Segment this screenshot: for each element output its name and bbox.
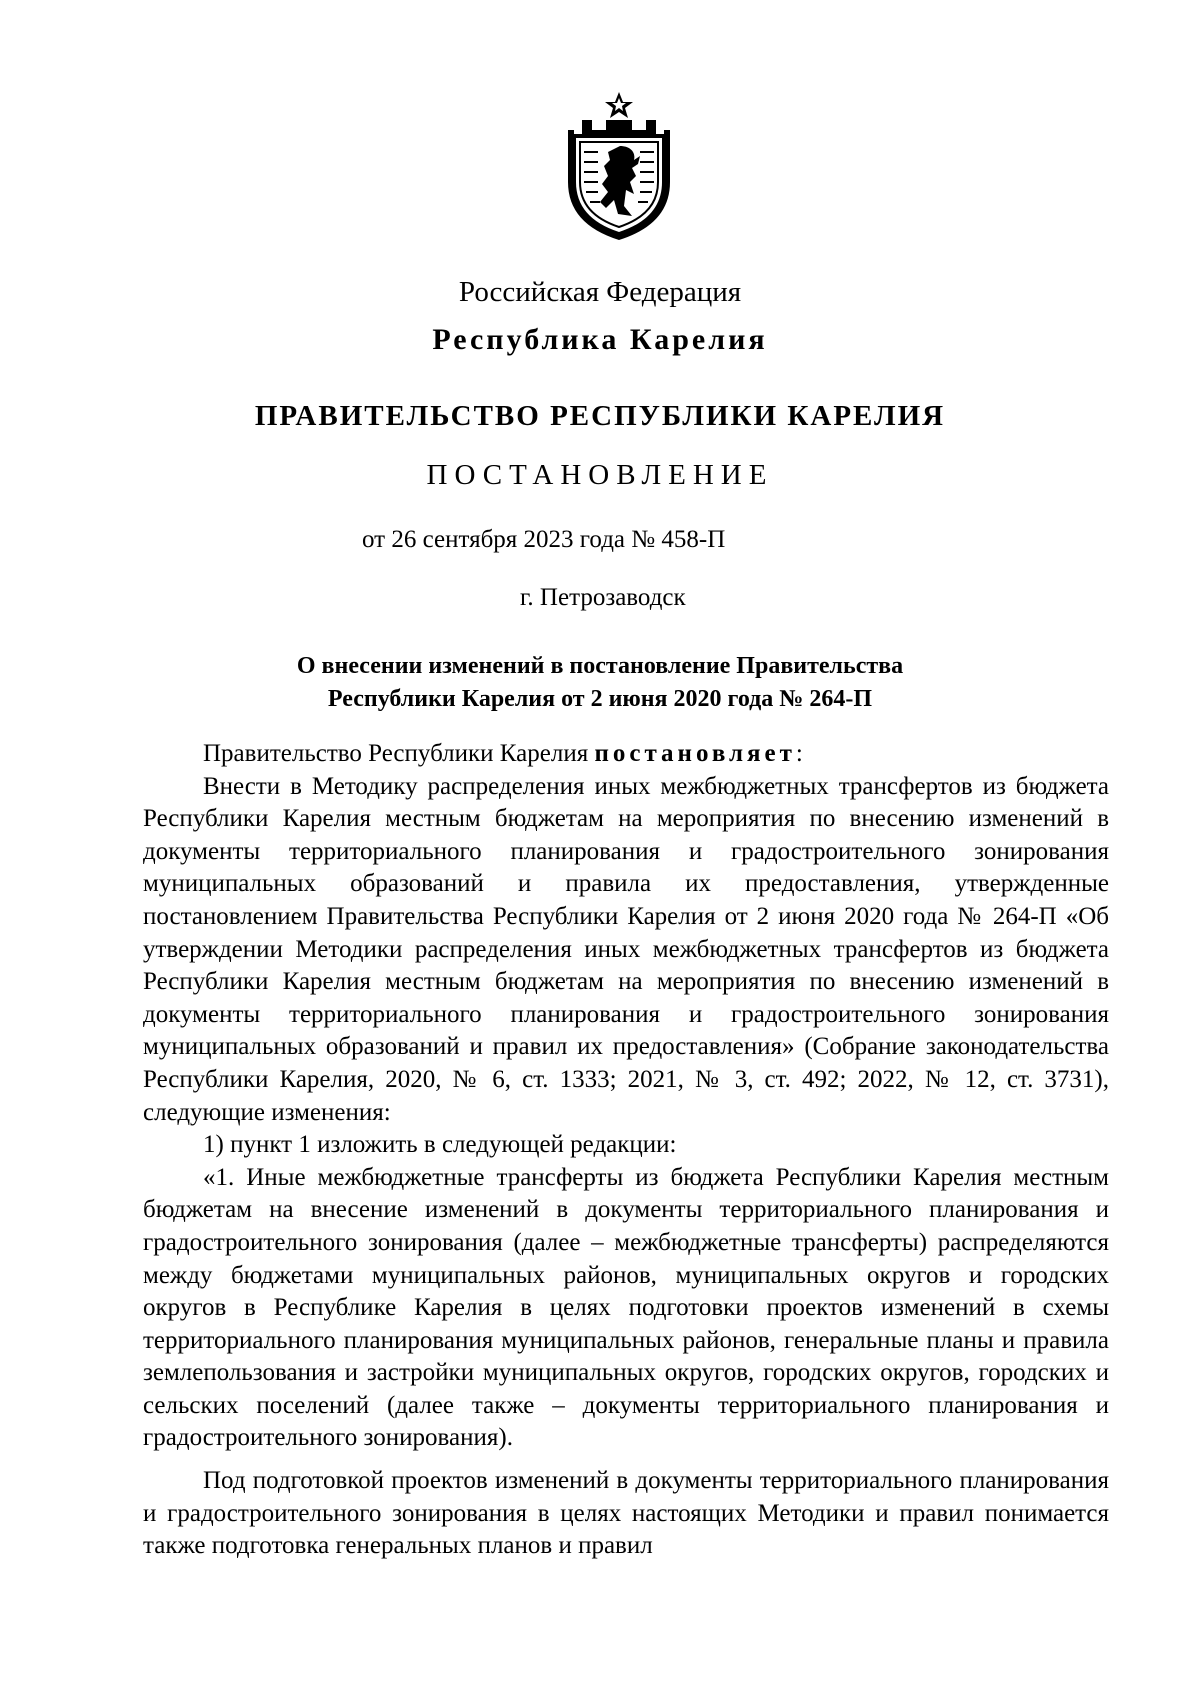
coat-of-arms-emblem [560,90,678,242]
resolves-keyword: постановляет [594,740,796,767]
list-item-1: 1) пункт 1 изложить в следующей редакции: [203,1131,677,1159]
document-body [143,738,1109,1563]
intro-colon: : [795,740,803,767]
document-type: ПОСТАНОВЛЕНИЕ [426,459,774,491]
intro-text: Правительство Республики Карелия [203,740,595,767]
document-date-number: от 26 сентября 2023 года № 458-П [362,526,726,553]
paragraph-amendment: Внести в Методику распределения иных межбюджетных трансфертов из бюджета Республики Карелия местным бюджетам на мероприятия по внесению изменений в документы территориального планирования и градостроительного зонирования муниципальных образований и правила их предоставления, утвержденные постановлением Правительства Республики Карелия от 2 июня 2020 года № 264-П «Об утверждении Методики распределения иных межбюджетных трансфертов из бюджета Республики Карелия местным бюджетам на мероприятия по внесению изменений в документы территориального планирования и градостроительного зонирования муниципальных образований и правил их предоставления» (Собрание законодательства Республики Карелия, 2020, № 6, ст. 1333; 2021, № 3, ст. 492; 2022, № 12, ст. 3731), следующие изменения: [143,772,1109,1126]
document-city: г. Петрозаводск [520,584,686,611]
republic-name: Республика Карелия [432,323,768,356]
country-name: Российская Федерация [458,276,742,308]
document-title-line-2: Республики Карелия от 2 июня 2020 года № 264-П [327,686,873,712]
paragraph-point-1: «1. Иные межбюджетные трансферты из бюджета Республики Карелия местным бюджетам на внесение изменений в документы территориального планирования и градостроительного зонирования (далее – межбюджетные трансферты) распределяются между бюджетами муниципальных районов, муниципальных округов и городских округов в Республике Карелия в целях подготовки проектов изменений в схемы территориального планирования муниципальных районов, генеральные планы и правила землепользования и застройки муниципальных округов, городских округов, городских и сельских поселений (далее также – документы территориального планирования и градостроительного зонирования). [143,1163,1109,1452]
paragraph-definition: Под подготовкой проектов изменений в документы территориального планирования и градостроительного зонирования в целях настоящих Методики и правил понимается также подготовка генеральных планов и правил [143,1467,1109,1560]
document-title-line-1: О внесении изменений в постановление Правительства [296,653,904,679]
government-name: ПРАВИТЕЛЬСТВО РЕСПУБЛИКИ КАРЕЛИЯ [254,400,946,432]
resolution-intro [143,738,1109,771]
